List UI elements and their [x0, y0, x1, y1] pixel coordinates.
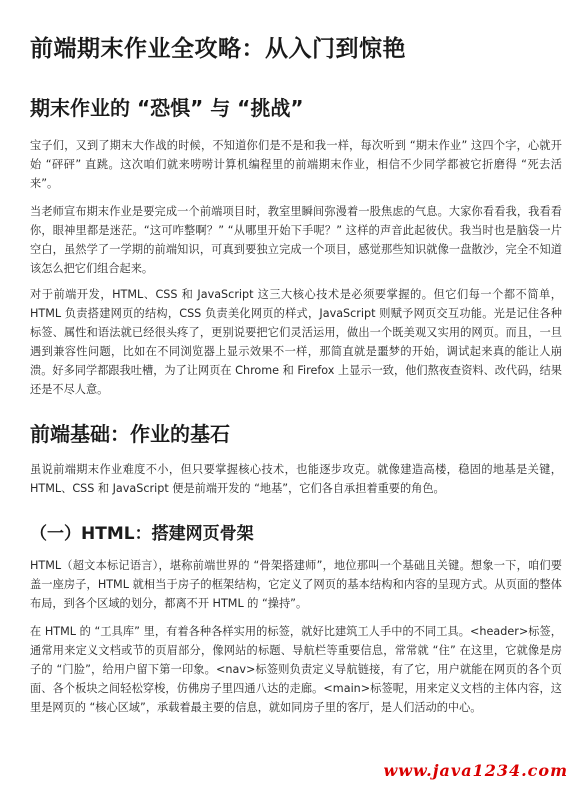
paragraph-basics-intro: 虽说前端期末作业难度不小，但只要掌握核心技术，也能逐步攻克。就像建造高楼，稳固的地基是关键，HTML、CSS 和 JavaScript 便是前端开发的 “地基”，它们各自承担着重要的角色。: [30, 463, 562, 495]
page-title: 前端期末作业全攻略：从入门到惊艳: [30, 36, 406, 62]
watermark: www.java1234.com: [383, 761, 568, 780]
paragraph-intro: 宝子们，又到了期末大作战的时候，不知道你们是不是和我一样，每次听到 “期末作业” 这四个字，心就开始 “砰砰” 直跳。这次咱们就来唠唠计算机编程里的前端期末作业，相信不少同学都被它折磨得 “死去活来”。: [30, 139, 562, 190]
section-heading-frontend-basics: 前端基础：作业的基石: [30, 422, 230, 446]
paragraph-html-intro: HTML（超文本标记语言），堪称前端世界的 “骨架搭建师”，地位那叫一个基础且关键。想象一下，咱们要盖一座房子，HTML 就相当于房子的框架结构，它定义了网页的基本结构和内容的呈现方式。从页面的整体布局，到各个区域的划分，都离不开 HTML 的 “操持”。: [30, 559, 562, 610]
paragraph-assignment-announcement: 当老师宣布期末作业是要完成一个前端项目时，教室里瞬间弥漫着一股焦虑的气息。大家你看看我，我看看你，眼神里都是迷茫。“这可咋整啊？” “从哪里开始下手呢？” 这样的声音此起彼伏。我当时也是脑袋一片空白，虽然学了一学期的前端知识，可真到要独立完成一个项目，感觉那些知识就像一盘散沙，完全不知道该怎么把它们组合起来。: [30, 205, 562, 275]
section-heading-fear-challenge: 期末作业的 “恐惧” 与 “挑战”: [30, 96, 304, 120]
section-heading-html: （一）HTML：搭建网页骨架: [30, 524, 254, 544]
paragraph-core-technologies: 对于前端开发，HTML、CSS 和 JavaScript 这三大核心技术是必须要掌握的。但它们每一个都不简单，HTML 负责搭建网页的结构，CSS 负责美化网页的样式，JavaScript 则赋予网页交互功能。光是记住各种标签、属性和语法就已经很头疼了，更别说要把它们灵活运用，做出一个既美观又实用的网页。而且，一旦遇到兼容性问题，比如在不同浏览器上显示效果不一样，那简直就是噩梦的开始，调试起来真的能让人崩溃。好多同学都跟我吐槽，为了让网页在 Chrome 和 Firefox 上显示一致，他们熬夜查资料、改代码，结果还是不尽人意。: [30, 288, 562, 396]
paragraph-html-tags: 在 HTML 的 “工具库” 里，有着各种各样实用的标签，就好比建筑工人手中的不同工具。<header>标签，通常用来定义文档或节的页眉部分，像网站的标题、导航栏等重要信息，常常就 “住” 在这里，它就像是房子的 “门脸”，给用户留下第一印象。<nav>标签则负责定义导航链接，有了它，用户就能在网页的各个页面、各个板块之间轻松穿梭，仿佛房子里四通八达的走廊。<main>标签呢，用来定义文档的主体内容，这里是网页的 “核心区域”，承载着最主要的信息，就如同房子里的客厅，是人们活动的中心。: [30, 625, 562, 714]
